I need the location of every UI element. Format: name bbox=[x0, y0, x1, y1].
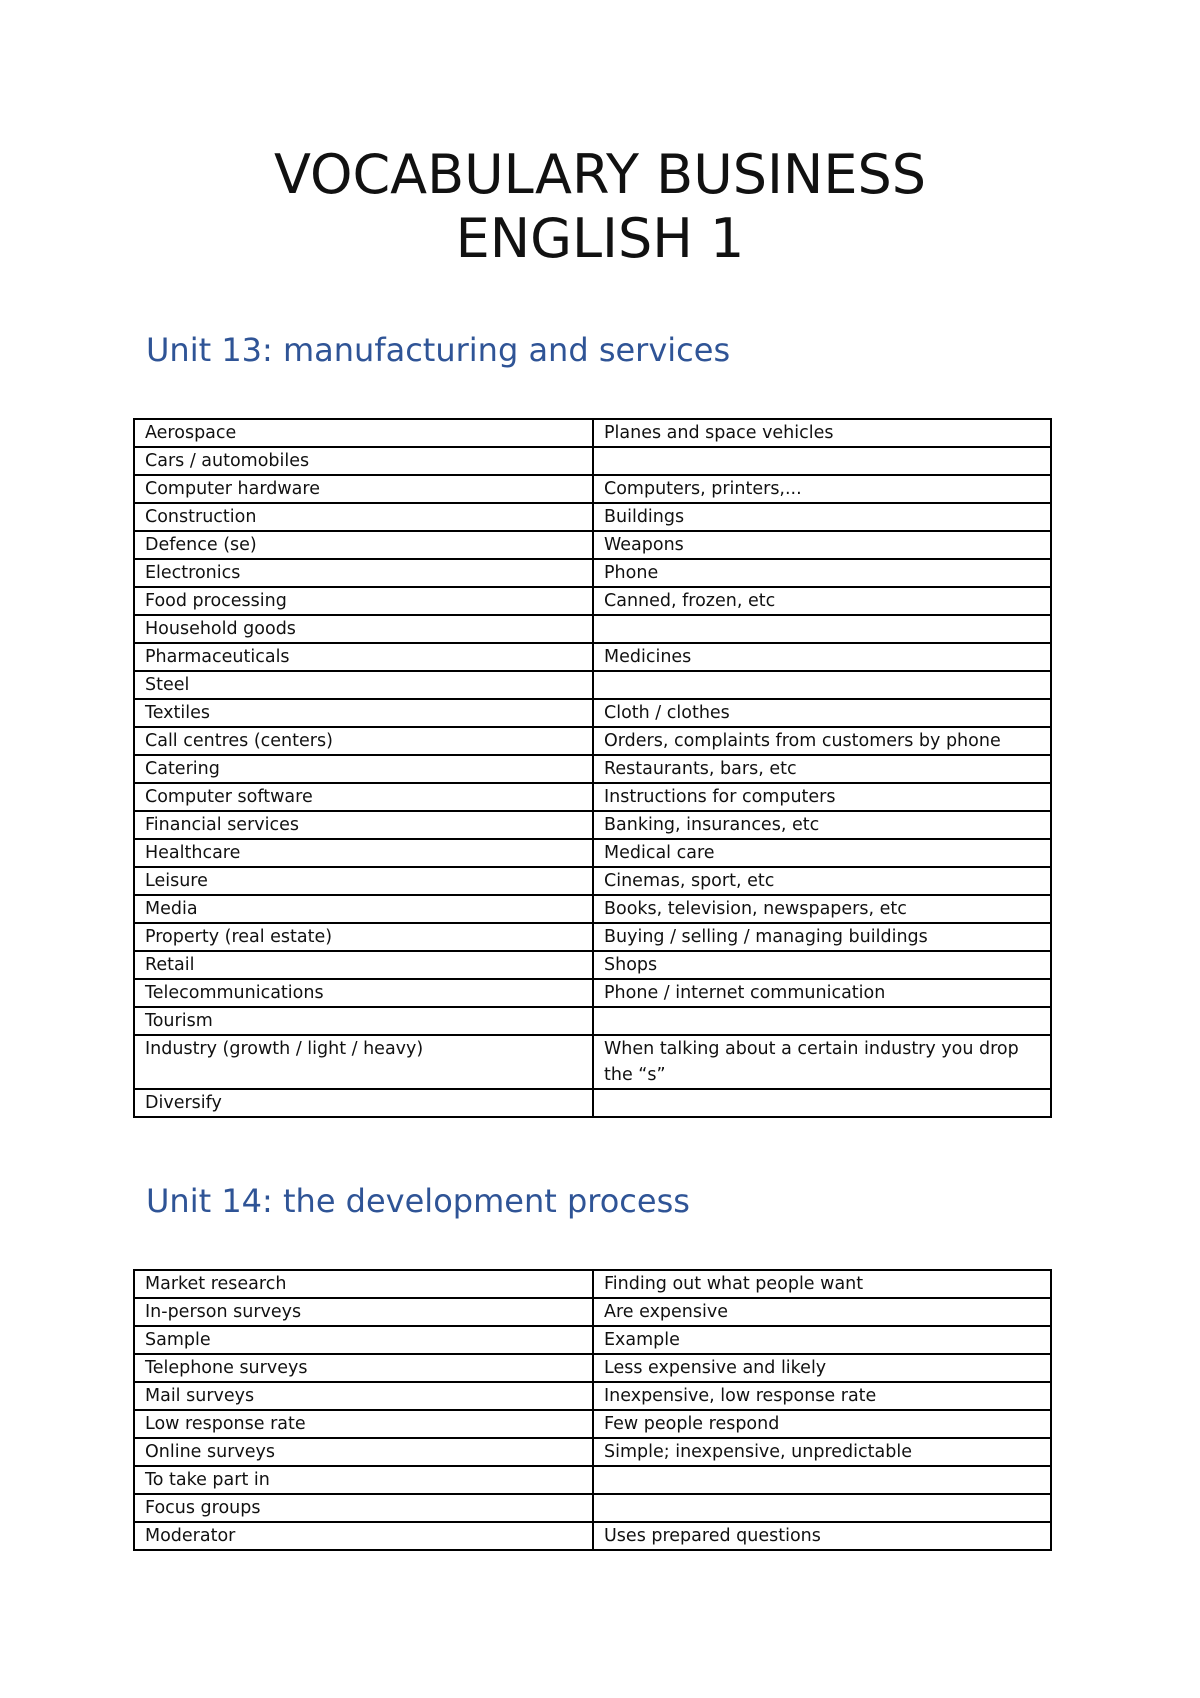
table-row bbox=[134, 1298, 1051, 1326]
table-row bbox=[134, 1354, 1051, 1382]
definition-cell: Restaurants, bars, etc bbox=[593, 755, 1051, 783]
term-cell: To take part in bbox=[134, 1466, 593, 1494]
term-cell: Telecommunications bbox=[134, 979, 593, 1007]
table-row bbox=[134, 1438, 1051, 1466]
table-row bbox=[134, 1522, 1051, 1550]
table-row bbox=[134, 475, 1051, 503]
definition-cell bbox=[593, 615, 1051, 643]
table-row bbox=[134, 1326, 1051, 1354]
term-cell: Food processing bbox=[134, 587, 593, 615]
definition-cell: Weapons bbox=[593, 531, 1051, 559]
definition-cell: Inexpensive, low response rate bbox=[593, 1382, 1051, 1410]
term-cell: Defence (se) bbox=[134, 531, 593, 559]
table-row bbox=[134, 447, 1051, 475]
term-cell: Household goods bbox=[134, 615, 593, 643]
term-cell: Low response rate bbox=[134, 1410, 593, 1438]
definition-cell: Example bbox=[593, 1326, 1051, 1354]
table-row bbox=[134, 615, 1051, 643]
term-cell: Steel bbox=[134, 671, 593, 699]
definition-cell: Simple; inexpensive, unpredictable bbox=[593, 1438, 1051, 1466]
term-cell: Call centres (centers) bbox=[134, 727, 593, 755]
definition-cell: When talking about a certain industry you drop the “s” bbox=[593, 1035, 1051, 1089]
section-heading-unit-13: Unit 13: manufacturing and services bbox=[146, 331, 731, 369]
term-cell: Industry (growth / light / heavy) bbox=[134, 1035, 593, 1089]
definition-cell: Phone / internet communication bbox=[593, 979, 1051, 1007]
table-row bbox=[134, 1466, 1051, 1494]
definition-cell: Are expensive bbox=[593, 1298, 1051, 1326]
term-cell: Cars / automobiles bbox=[134, 447, 593, 475]
definition-cell: Medicines bbox=[593, 643, 1051, 671]
definition-cell: Books, television, newspapers, etc bbox=[593, 895, 1051, 923]
term-cell: Construction bbox=[134, 503, 593, 531]
definition-cell bbox=[593, 1089, 1051, 1117]
table-row bbox=[134, 923, 1051, 951]
term-cell: Media bbox=[134, 895, 593, 923]
term-cell: Catering bbox=[134, 755, 593, 783]
term-cell: Diversify bbox=[134, 1089, 593, 1117]
term-cell: Computer hardware bbox=[134, 475, 593, 503]
table-row bbox=[134, 895, 1051, 923]
term-cell: Computer software bbox=[134, 783, 593, 811]
table-row bbox=[134, 503, 1051, 531]
definition-cell: Shops bbox=[593, 951, 1051, 979]
table-row bbox=[134, 867, 1051, 895]
definition-cell: Less expensive and likely bbox=[593, 1354, 1051, 1382]
title-line-1: VOCABULARY BUSINESS bbox=[273, 143, 927, 206]
table-row bbox=[134, 1494, 1051, 1522]
definition-cell: Medical care bbox=[593, 839, 1051, 867]
table-row bbox=[134, 1410, 1051, 1438]
definition-cell: Computers, printers,... bbox=[593, 475, 1051, 503]
term-cell: Focus groups bbox=[134, 1494, 593, 1522]
term-cell: Textiles bbox=[134, 699, 593, 727]
term-cell: Healthcare bbox=[134, 839, 593, 867]
definition-cell bbox=[593, 447, 1051, 475]
definition-cell: Banking, insurances, etc bbox=[593, 811, 1051, 839]
table-row bbox=[134, 839, 1051, 867]
term-cell: Electronics bbox=[134, 559, 593, 587]
table-row bbox=[134, 727, 1051, 755]
term-cell: Sample bbox=[134, 1326, 593, 1354]
table-row bbox=[134, 1035, 1051, 1089]
definition-cell: Finding out what people want bbox=[593, 1270, 1051, 1298]
table-row bbox=[134, 1089, 1051, 1117]
term-cell: Leisure bbox=[134, 867, 593, 895]
table-row bbox=[134, 1270, 1051, 1298]
term-cell: Pharmaceuticals bbox=[134, 643, 593, 671]
definition-cell: Orders, complaints from customers by phone bbox=[593, 727, 1051, 755]
title-line-2: ENGLISH 1 bbox=[455, 207, 745, 270]
definition-cell: Planes and space vehicles bbox=[593, 419, 1051, 447]
section-heading-unit-14: Unit 14: the development process bbox=[146, 1182, 690, 1220]
table-row bbox=[134, 643, 1051, 671]
term-cell: Retail bbox=[134, 951, 593, 979]
table-row bbox=[134, 671, 1051, 699]
term-cell: In-person surveys bbox=[134, 1298, 593, 1326]
document-title bbox=[0, 143, 1200, 271]
table-row bbox=[134, 699, 1051, 727]
term-cell: Tourism bbox=[134, 1007, 593, 1035]
definition-cell bbox=[593, 671, 1051, 699]
table-row bbox=[134, 783, 1051, 811]
definition-cell: Cloth / clothes bbox=[593, 699, 1051, 727]
table-row bbox=[134, 531, 1051, 559]
definition-cell: Cinemas, sport, etc bbox=[593, 867, 1051, 895]
term-cell: Moderator bbox=[134, 1522, 593, 1550]
table-row bbox=[134, 587, 1051, 615]
term-cell: Aerospace bbox=[134, 419, 593, 447]
table-row bbox=[134, 419, 1051, 447]
term-cell: Property (real estate) bbox=[134, 923, 593, 951]
table-row bbox=[134, 1007, 1051, 1035]
vocabulary-table-unit-14 bbox=[133, 1269, 1052, 1551]
term-cell: Telephone surveys bbox=[134, 1354, 593, 1382]
term-cell: Market research bbox=[134, 1270, 593, 1298]
term-cell: Mail surveys bbox=[134, 1382, 593, 1410]
definition-cell: Buying / selling / managing buildings bbox=[593, 923, 1051, 951]
table-row bbox=[134, 811, 1051, 839]
definition-cell: Canned, frozen, etc bbox=[593, 587, 1051, 615]
definition-cell bbox=[593, 1007, 1051, 1035]
vocabulary-table-unit-13 bbox=[133, 418, 1052, 1118]
definition-cell: Phone bbox=[593, 559, 1051, 587]
definition-cell: Instructions for computers bbox=[593, 783, 1051, 811]
term-cell: Online surveys bbox=[134, 1438, 593, 1466]
table-row bbox=[134, 979, 1051, 1007]
term-cell: Financial services bbox=[134, 811, 593, 839]
definition-cell bbox=[593, 1466, 1051, 1494]
definition-cell: Uses prepared questions bbox=[593, 1522, 1051, 1550]
definition-cell: Few people respond bbox=[593, 1410, 1051, 1438]
table-row bbox=[134, 1382, 1051, 1410]
definition-cell bbox=[593, 1494, 1051, 1522]
table-row bbox=[134, 755, 1051, 783]
definition-cell: Buildings bbox=[593, 503, 1051, 531]
table-row bbox=[134, 951, 1051, 979]
table-row bbox=[134, 559, 1051, 587]
